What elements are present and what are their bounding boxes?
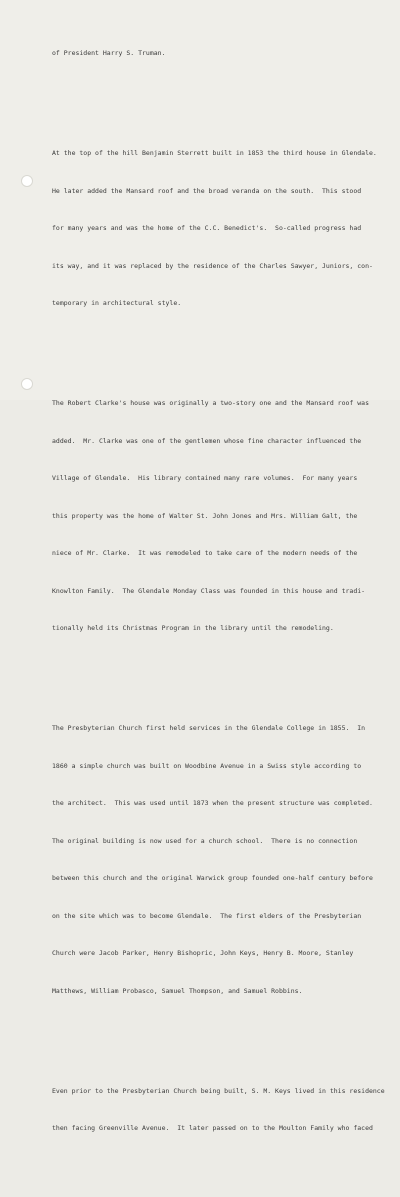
text-line: temporary in architectural style.: [52, 299, 182, 307]
text-line: then facing Greenville Avenue. It later passed on to the Moulton Family who faced: [52, 1124, 373, 1133]
text-line: for many years and was the home of the C.C. Benedict's. So-called progress had: [52, 224, 362, 232]
paragraph: [52, 22, 392, 85]
text-line: added. Mr. Clarke was one of the gentlemen whose fine character influenced the: [52, 436, 362, 445]
binder-hole: [21, 378, 33, 390]
paragraph: [52, 697, 392, 1022]
document-body: [52, 0, 392, 1197]
text-line: At the top of the hill Benjamin Sterrett built in 1853 the third house in Glendale.: [52, 149, 377, 157]
text-line: The Robert Clarke's house was originally a two-story one and the Mansard roof was: [52, 399, 369, 408]
paragraph: [52, 1060, 392, 1160]
text-line: this property was the home of Walter St. John Jones and Mrs. William Galt, the: [52, 511, 358, 520]
text-line: the architect. This was used until 1873 when the present structure was completed.: [52, 799, 373, 808]
paragraph: [52, 122, 392, 335]
text-line: The original building is now used for a church school. There is no connection: [52, 836, 358, 845]
paragraph: [52, 372, 392, 660]
text-line: its way, and it was replaced by the residence of the Charles Sawyer, Juniors, con-: [52, 261, 373, 270]
text-line: Knowlton Family. The Glendale Monday Class was founded in this house and tradi-: [52, 586, 366, 595]
text-line: between this church and the original Warwick group founded one-half century before: [52, 874, 373, 883]
text-line: of President Harry S. Truman.: [52, 49, 166, 57]
text-line: 1860 a simple church was built on Woodbine Avenue in a Swiss style according to: [52, 761, 362, 770]
text-line: Even prior to the Presbyterian Church being built, S. M. Keys lived in this residence: [52, 1086, 385, 1095]
binder-hole: [21, 175, 33, 187]
text-line: niece of Mr. Clarke. It was remodeled to take care of the modern needs of the: [52, 549, 358, 558]
text-line: Church were Jacob Parker, Henry Bishopric, John Keys, Henry B. Moore, Stanley: [52, 949, 354, 958]
text-line: tionally held its Christmas Program in the library until the remodeling.: [52, 624, 334, 633]
text-line: Village of Glendale. His library contained many rare volumes. For many years: [52, 474, 358, 483]
text-line: The Presbyterian Church first held services in the Glendale College in 1855. In: [52, 724, 366, 733]
text-line: He later added the Mansard roof and the broad veranda on the south. This stood: [52, 186, 362, 195]
text-line: on the site which was to become Glendale. The first elders of the Presbyterian: [52, 911, 362, 920]
text-line: Matthews, William Probasco, Samuel Thompson, and Samuel Robbins.: [52, 986, 303, 995]
